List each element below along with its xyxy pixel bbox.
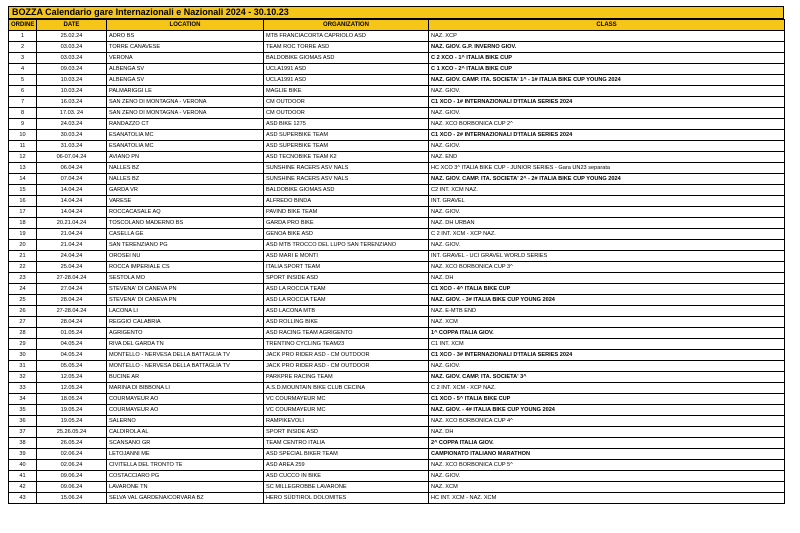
cell-class: NAZ. XCM	[429, 482, 785, 493]
cell-location: ROCCACASALE AQ	[107, 207, 264, 218]
cell-class: C1 XCO - 5^ ITALIA BIKE CUP	[429, 394, 785, 405]
cell-date: 30.03.24	[37, 130, 107, 141]
cell-class: C 2 INT. XCM - XCP NAZ.	[429, 229, 785, 240]
cell-class: NAZ. GIOV. G.P. INVERNO GIOV.	[429, 42, 785, 53]
cell-ordine: 24	[9, 284, 37, 295]
cell-ordine: 17	[9, 207, 37, 218]
cell-organization: A.S.D.MOUNTAIN BIKE CLUB CECINA	[264, 383, 429, 394]
cell-location: SALERNO	[107, 416, 264, 427]
cell-date: 12.05.24	[37, 383, 107, 394]
cell-location: COURMAYEUR AO	[107, 405, 264, 416]
header-date: DATE	[37, 20, 107, 31]
table-row	[9, 416, 785, 427]
cell-ordine: 27	[9, 317, 37, 328]
cell-location: ROCCA IMPERIALE CS	[107, 262, 264, 273]
cell-location: ALBENGA SV	[107, 64, 264, 75]
cell-ordine: 38	[9, 438, 37, 449]
table-row	[9, 119, 785, 130]
calendar-sheet	[8, 6, 784, 504]
cell-location: SAN ZENO DI MONTAGNA - VERONA	[107, 97, 264, 108]
table-row	[9, 97, 785, 108]
cell-ordine: 41	[9, 471, 37, 482]
cell-location: BUCINE AR	[107, 372, 264, 383]
cell-ordine: 18	[9, 218, 37, 229]
cell-class: NAZ. GIOV. - 4# ITALIA BIKE CUP YOUNG 2024	[429, 405, 785, 416]
cell-organization: ITALIA SPORT TEAM	[264, 262, 429, 273]
header-ordine: ORDINE	[9, 20, 37, 31]
cell-organization: SUNSHINE RACERS ASV NALS	[264, 163, 429, 174]
table-row	[9, 361, 785, 372]
cell-location: COURMAYEUR AO	[107, 394, 264, 405]
cell-ordine: 33	[9, 383, 37, 394]
cell-class: INT. GRAVEL - UCI GRAVEL WORLD SERIES	[429, 251, 785, 262]
cell-ordine: 30	[9, 350, 37, 361]
cell-ordine: 15	[9, 185, 37, 196]
table-row	[9, 64, 785, 75]
table-row	[9, 53, 785, 64]
cell-ordine: 42	[9, 482, 37, 493]
cell-organization: ASD SUPERBIKE TEAM	[264, 141, 429, 152]
table-row	[9, 108, 785, 119]
cell-class: C1 INT. XCM	[429, 339, 785, 350]
cell-organization: ASD SPECIAL BIKER TEAM	[264, 449, 429, 460]
table-row	[9, 273, 785, 284]
sheet-title: BOZZA Calendario gare Internazionali e Nazionali 2024 - 30.10.23	[8, 6, 784, 19]
cell-ordine: 2	[9, 42, 37, 53]
cell-organization: VC COURMAYEUR MC	[264, 405, 429, 416]
cell-class: C1 XCO - 2# INTERNAZIONALI D'ITALIA SERIES 2024	[429, 130, 785, 141]
cell-class: NAZ. DH	[429, 427, 785, 438]
cell-organization: ASD RACING TEAM AGRIGENTO	[264, 328, 429, 339]
cell-ordine: 10	[9, 130, 37, 141]
table-row	[9, 240, 785, 251]
cell-date: 02.06.24	[37, 449, 107, 460]
cell-ordine: 13	[9, 163, 37, 174]
cell-location: STEVENA' DI CANEVA PN	[107, 295, 264, 306]
cell-date: 14.04.24	[37, 185, 107, 196]
cell-organization: CM OUTDOOR	[264, 97, 429, 108]
cell-class: HC INT. XCM - NAZ. XCM	[429, 493, 785, 504]
table-row	[9, 31, 785, 42]
cell-location: NALLES BZ	[107, 174, 264, 185]
table-row	[9, 372, 785, 383]
table-row	[9, 152, 785, 163]
cell-ordine: 21	[9, 251, 37, 262]
cell-organization: TEAM CENTRO ITALIA	[264, 438, 429, 449]
cell-class: NAZ. END	[429, 152, 785, 163]
cell-location: VERONA	[107, 53, 264, 64]
table-row	[9, 449, 785, 460]
cell-class: NAZ. GIOV. - 3# ITALIA BIKE CUP YOUNG 2024	[429, 295, 785, 306]
cell-ordine: 34	[9, 394, 37, 405]
cell-date: 28.04.24	[37, 295, 107, 306]
cell-date: 04.05.24	[37, 339, 107, 350]
table-row	[9, 482, 785, 493]
cell-ordine: 3	[9, 53, 37, 64]
cell-organization: SC MILLEGROBBE LAVARONE	[264, 482, 429, 493]
table-row	[9, 328, 785, 339]
cell-date: 10.03.24	[37, 86, 107, 97]
cell-date: 20.21.04.24	[37, 218, 107, 229]
cell-date: 21.04.24	[37, 229, 107, 240]
cell-ordine: 35	[9, 405, 37, 416]
cell-class: NAZ. DH	[429, 273, 785, 284]
table-row	[9, 262, 785, 273]
cell-location: MONTELLO - NERVESA DELLA BATTAGLIA TV	[107, 350, 264, 361]
cell-ordine: 23	[9, 273, 37, 284]
cell-location: LAVARONE TN	[107, 482, 264, 493]
table-row	[9, 42, 785, 53]
cell-organization: ASD MTB TROCCO DEL LUPO SAN TERENZIANO	[264, 240, 429, 251]
table-row	[9, 130, 785, 141]
cell-location: CASELLA GE	[107, 229, 264, 240]
cell-ordine: 40	[9, 460, 37, 471]
cell-class: HC XCO 3^ ITALIA BIKE CUP - JUNIOR SERIES - Gara UN23 separata	[429, 163, 785, 174]
cell-location: ADRO BS	[107, 31, 264, 42]
table-row	[9, 394, 785, 405]
cell-date: 07.04.24	[37, 174, 107, 185]
cell-ordine: 37	[9, 427, 37, 438]
cell-date: 05.05.24	[37, 361, 107, 372]
header-class: CLASS	[429, 20, 785, 31]
cell-class: C1 XCO - 3# INTERNAZIONALI D'ITALIA SERIES 2024	[429, 350, 785, 361]
cell-class: NAZ. GIOV. CAMP. ITA. SOCIETA' 1^ - 1# ITALIA BIKE CUP YOUNG 2024	[429, 75, 785, 86]
cell-date: 03.03.24	[37, 42, 107, 53]
cell-organization: ASD ROLLING BIKE	[264, 317, 429, 328]
cell-organization: ASD LA ROCCIA TEAM	[264, 295, 429, 306]
cell-class: C2 INT. XCM NAZ.	[429, 185, 785, 196]
cell-class: NAZ. GIOV. CAMP. ITA. SOCIETA' 2^ - 2# ITALIA BIKE CUP YOUNG 2024	[429, 174, 785, 185]
cell-organization: RAMPIKEVOLI	[264, 416, 429, 427]
cell-class: NAZ. GIOV.	[429, 361, 785, 372]
cell-date: 25.02.24	[37, 31, 107, 42]
cell-location: GARDA VR	[107, 185, 264, 196]
cell-location: ALBENGA SV	[107, 75, 264, 86]
cell-organization: ASD TECNOBIKE TEAM K2	[264, 152, 429, 163]
cell-organization: SPORT INSIDE ASD	[264, 427, 429, 438]
table-row	[9, 405, 785, 416]
cell-location: TORRE CANAVESE	[107, 42, 264, 53]
cell-ordine: 1	[9, 31, 37, 42]
cell-location: PALMARIGGI LE	[107, 86, 264, 97]
cell-date: 26.05.24	[37, 438, 107, 449]
table-row	[9, 295, 785, 306]
cell-date: 09.06.24	[37, 471, 107, 482]
table-row	[9, 427, 785, 438]
cell-date: 15.06.24	[37, 493, 107, 504]
cell-ordine: 32	[9, 372, 37, 383]
table-row	[9, 493, 785, 504]
cell-class: NAZ. DH URBAN	[429, 218, 785, 229]
cell-organization: UCLA1991 ASD	[264, 75, 429, 86]
cell-class: NAZ. XCO BORBONICA CUP 4^	[429, 416, 785, 427]
cell-location: SESTOLA MO	[107, 273, 264, 284]
cell-class: C 2 INT. XCM - XCP NAZ.	[429, 383, 785, 394]
table-row	[9, 350, 785, 361]
cell-organization: SUNSHINE RACERS ASV NALS	[264, 174, 429, 185]
cell-organization: ASD CUCCO IN BIKE	[264, 471, 429, 482]
cell-location: COSTACCIARO PG	[107, 471, 264, 482]
cell-class: C1 XCO - 1# INTERNAZIONALI D'ITALIA SERIES 2024	[429, 97, 785, 108]
cell-date: 27-28.04.24	[37, 273, 107, 284]
calendar-table	[8, 19, 785, 504]
cell-organization: BALDOBIKE GIOMAS ASD	[264, 53, 429, 64]
cell-class: NAZ. XCP	[429, 31, 785, 42]
cell-ordine: 9	[9, 119, 37, 130]
cell-location: MARINA DI BIBBONA LI	[107, 383, 264, 394]
cell-class: C 2 XCO - 1^ ITALIA BIKE CUP	[429, 53, 785, 64]
cell-date: 17.03. 24	[37, 108, 107, 119]
cell-location: RIVA DEL GARDA TN	[107, 339, 264, 350]
cell-date: 06.04.24	[37, 163, 107, 174]
cell-class: NAZ. GIOV.	[429, 141, 785, 152]
table-row	[9, 284, 785, 295]
cell-location: ESANATOLIA MC	[107, 141, 264, 152]
cell-date: 31.03.24	[37, 141, 107, 152]
cell-organization: JACK PRO RIDER ASD - CM OUTDOOR	[264, 350, 429, 361]
cell-class: NAZ. GIOV.	[429, 240, 785, 251]
cell-organization: MAGLIE BIKE	[264, 86, 429, 97]
cell-location: CIVITELLA DEL TRONTO TE	[107, 460, 264, 471]
cell-ordine: 14	[9, 174, 37, 185]
cell-class: NAZ. XCO BORBONICA CUP 5^	[429, 460, 785, 471]
cell-ordine: 31	[9, 361, 37, 372]
cell-ordine: 5	[9, 75, 37, 86]
table-row	[9, 317, 785, 328]
cell-ordine: 4	[9, 64, 37, 75]
cell-location: NALLES BZ	[107, 163, 264, 174]
table-row	[9, 471, 785, 482]
cell-organization: UCLA1991 ASD	[264, 64, 429, 75]
cell-organization: ASD MARI E MONTI	[264, 251, 429, 262]
cell-date: 10.03.24	[37, 75, 107, 86]
table-row	[9, 75, 785, 86]
cell-ordine: 6	[9, 86, 37, 97]
cell-class: NAZ. GIOV.	[429, 108, 785, 119]
cell-class: 1^ COPPA ITALIA GIOV.	[429, 328, 785, 339]
table-row	[9, 218, 785, 229]
cell-location: SAN ZENO DI MONTAGNA - VERONA	[107, 108, 264, 119]
cell-location: SAN TERENZIANO PG	[107, 240, 264, 251]
table-row	[9, 163, 785, 174]
cell-location: LACONA LI	[107, 306, 264, 317]
cell-organization: GENOA BIKE ASD	[264, 229, 429, 240]
cell-date: 06-07.04.24	[37, 152, 107, 163]
cell-organization: GARDA PRO BIKE	[264, 218, 429, 229]
table-row	[9, 306, 785, 317]
cell-date: 03.03.24	[37, 53, 107, 64]
cell-location: STEVENA' DI CANEVA PN	[107, 284, 264, 295]
cell-location: SCANSANO GR	[107, 438, 264, 449]
table-row	[9, 229, 785, 240]
cell-class: NAZ. GIOV. CAMP. ITA. SOCIETA' 3^	[429, 372, 785, 383]
cell-organization: MTB FRANCIACORTA CAPRIOLO ASD	[264, 31, 429, 42]
cell-location: AGRIGENTO	[107, 328, 264, 339]
cell-date: 27-28.04.24	[37, 306, 107, 317]
cell-organization: CM OUTDOOR	[264, 108, 429, 119]
cell-ordine: 26	[9, 306, 37, 317]
cell-class: INT. GRAVEL	[429, 196, 785, 207]
cell-ordine: 25	[9, 295, 37, 306]
cell-organization: ALFREDO BINDA	[264, 196, 429, 207]
cell-date: 01.05.24	[37, 328, 107, 339]
cell-date: 19.05.24	[37, 405, 107, 416]
table-row	[9, 174, 785, 185]
table-row	[9, 438, 785, 449]
header-location: LOCATION	[107, 20, 264, 31]
cell-organization: SPORT INSIDE ASD	[264, 273, 429, 284]
cell-date: 25.26.05.24	[37, 427, 107, 438]
cell-class: NAZ. XCO BORBONICA CUP 2^	[429, 119, 785, 130]
cell-class: NAZ. XCM	[429, 317, 785, 328]
table-row	[9, 383, 785, 394]
cell-class: NAZ. XCO BORBONICA CUP 3^	[429, 262, 785, 273]
cell-date: 24.03.24	[37, 119, 107, 130]
cell-date: 02.06.24	[37, 460, 107, 471]
cell-date: 16.03.24	[37, 97, 107, 108]
cell-date: 09.03.24	[37, 64, 107, 75]
cell-location: TOSCOLANO MADERNO BS	[107, 218, 264, 229]
cell-date: 09.06.24	[37, 482, 107, 493]
cell-organization: ASD LA ROCCIA TEAM	[264, 284, 429, 295]
table-row	[9, 251, 785, 262]
cell-organization: ASD LACONA MTB	[264, 306, 429, 317]
cell-date: 14.04.24	[37, 207, 107, 218]
cell-location: SELVA VAL GARDENA/CORVARA BZ	[107, 493, 264, 504]
table-row	[9, 207, 785, 218]
cell-ordine: 43	[9, 493, 37, 504]
cell-class: NAZ. GIOV.	[429, 471, 785, 482]
cell-date: 28.04.24	[37, 317, 107, 328]
cell-ordine: 19	[9, 229, 37, 240]
cell-organization: VC COURMAYEUR MC	[264, 394, 429, 405]
cell-class: C 1 XCO - 2^ ITALIA BIKE CUP	[429, 64, 785, 75]
cell-ordine: 36	[9, 416, 37, 427]
cell-ordine: 12	[9, 152, 37, 163]
cell-location: RANDAZZO CT	[107, 119, 264, 130]
cell-ordine: 11	[9, 141, 37, 152]
cell-ordine: 22	[9, 262, 37, 273]
cell-date: 04.05.24	[37, 350, 107, 361]
cell-class: CAMPIONATO ITALIANO MARATHON	[429, 449, 785, 460]
table-row	[9, 196, 785, 207]
cell-date: 12.05.24	[37, 372, 107, 383]
cell-location: ESANATOLIA MC	[107, 130, 264, 141]
cell-date: 14.04.24	[37, 196, 107, 207]
cell-location: AVIANO PN	[107, 152, 264, 163]
cell-location: MONTELLO - NERVESA DELLA BATTAGLIA TV	[107, 361, 264, 372]
cell-location: LETOJANNI ME	[107, 449, 264, 460]
cell-ordine: 28	[9, 328, 37, 339]
cell-organization: BALDOBIKE GIOMAS ASD	[264, 185, 429, 196]
table-row	[9, 185, 785, 196]
cell-date: 18.05.24	[37, 394, 107, 405]
cell-date: 27.04.24	[37, 284, 107, 295]
cell-ordine: 39	[9, 449, 37, 460]
cell-ordine: 29	[9, 339, 37, 350]
cell-organization: TEAM ROC TORRE ASD	[264, 42, 429, 53]
cell-location: CALDIROLA AL	[107, 427, 264, 438]
header-organization: ORGANIZATION	[264, 20, 429, 31]
cell-class: NAZ. GIOV.	[429, 86, 785, 97]
cell-organization: HERO SÜDTIROL DOLOMITES	[264, 493, 429, 504]
cell-organization: PARKPRE RACING TEAM	[264, 372, 429, 383]
cell-date: 24.04.24	[37, 251, 107, 262]
table-row	[9, 141, 785, 152]
table-row	[9, 460, 785, 471]
cell-location: VARESE	[107, 196, 264, 207]
cell-location: REGGIO CALABRIA	[107, 317, 264, 328]
cell-organization: ASD BIKE 1275	[264, 119, 429, 130]
cell-ordine: 16	[9, 196, 37, 207]
cell-ordine: 7	[9, 97, 37, 108]
cell-organization: PAVIND BIKE TEAM	[264, 207, 429, 218]
cell-organization: JACK PRO RIDER ASD - CM OUTDOOR	[264, 361, 429, 372]
cell-ordine: 20	[9, 240, 37, 251]
cell-ordine: 8	[9, 108, 37, 119]
cell-date: 21.04.24	[37, 240, 107, 251]
cell-organization: ASD SUPERBIKE TEAM	[264, 130, 429, 141]
cell-class: 2^ COPPA ITALIA GIOV.	[429, 438, 785, 449]
cell-organization: TRENTINO CYCLING TEAM23	[264, 339, 429, 350]
header-row	[9, 20, 785, 31]
cell-class: NAZ. GIOV.	[429, 207, 785, 218]
cell-class: NAZ. E-MTB END	[429, 306, 785, 317]
cell-date: 25.04.24	[37, 262, 107, 273]
cell-date: 19.05.24	[37, 416, 107, 427]
table-row	[9, 339, 785, 350]
table-body	[9, 31, 785, 504]
cell-organization: ASD AREA 259	[264, 460, 429, 471]
cell-location: OROSEI NU	[107, 251, 264, 262]
cell-class: C1 XCO - 4^ ITALIA BIKE CUP	[429, 284, 785, 295]
table-row	[9, 86, 785, 97]
